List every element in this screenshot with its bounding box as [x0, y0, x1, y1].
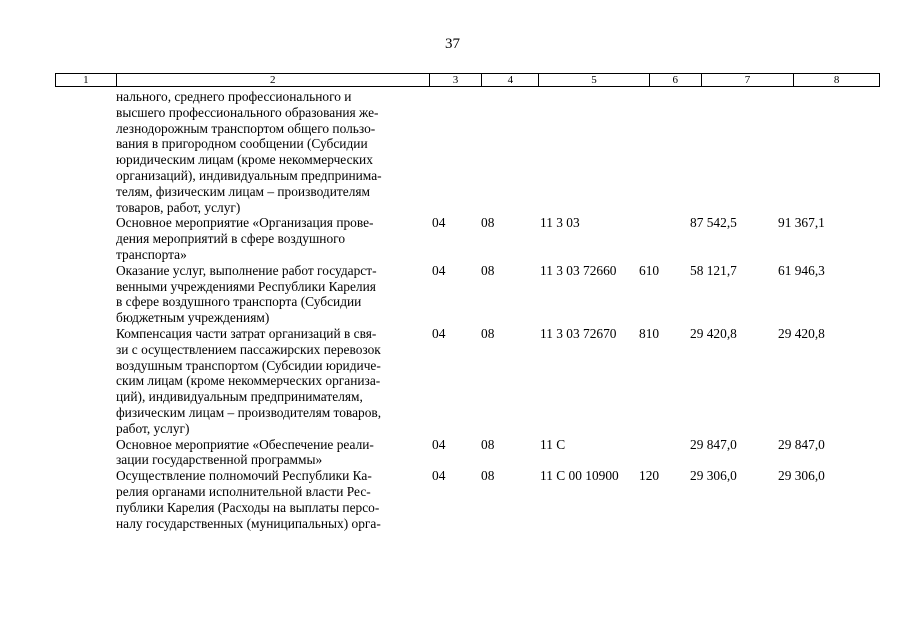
amount-year-2: 61 946,3: [778, 262, 825, 278]
subsection-code: 08: [481, 436, 495, 452]
subsection-code: 08: [481, 325, 495, 341]
column-header: 8: [833, 74, 840, 86]
table-row: [55, 215, 880, 262]
target-article-code: 11 С 00 10900: [540, 468, 619, 484]
amount-year-2: 91 367,1: [778, 215, 825, 231]
empty-cell: [55, 326, 116, 437]
amount-year-1: 29 306,0: [690, 468, 737, 484]
empty-cell: [55, 89, 116, 215]
table-row: [55, 468, 880, 531]
amount-year-2: 29 306,0: [778, 468, 825, 484]
section-code: 04: [432, 262, 446, 278]
amount-year-2: 29 420,8: [778, 325, 825, 341]
amount-year-1: [690, 89, 778, 215]
description-line: Осуществление полномочий Республики Ка-: [116, 468, 372, 484]
section-code: 04: [432, 468, 446, 484]
column-header: 2: [117, 74, 430, 86]
expense-type-code: 610: [639, 262, 660, 278]
amount-year-1: 87 542,5: [690, 215, 737, 231]
item-description: [116, 326, 432, 437]
description-line: нального, среднего профессионального и: [116, 89, 352, 104]
table-header-row: [55, 73, 880, 87]
subsection-code: 08: [481, 215, 495, 231]
description-line: публики Карелия (Расходы на выплаты персо-: [116, 499, 380, 515]
target-article-code: 11 3 03: [540, 215, 580, 231]
description-line: зи с осуществлением пассажирских перевозок: [116, 341, 381, 357]
description-line: работ, услуг): [116, 420, 190, 436]
column-header: 4: [482, 74, 539, 86]
description-line: дения мероприятий в сфере воздушного: [116, 231, 346, 247]
description-line: релия органами исполнительной власти Рес-: [116, 483, 371, 499]
column-header: 3: [430, 74, 483, 86]
description-line: юридическим лицам (кроме некоммерческих: [116, 152, 373, 168]
expense-type-code: 810: [639, 325, 660, 341]
table-row: [55, 326, 880, 437]
target-article-code: 11 3 03 72670: [540, 325, 617, 341]
empty-cell: [55, 263, 116, 326]
description-line: в сфере воздушного транспорта (Субсидии: [116, 294, 362, 310]
description-line: организаций), индивидуальным предпринима-: [116, 167, 382, 183]
description-line: Компенсация части затрат организаций в свя-: [116, 325, 377, 341]
description-line: венными учреждениями Республики Карелия: [116, 278, 376, 294]
description-line: вания в пригородном сообщении (Субсидии: [116, 136, 368, 152]
table-row: [55, 89, 880, 215]
amount-year-2: [778, 89, 880, 215]
expense-type-code: 120: [639, 468, 660, 484]
target-article-code: 11 3 03 72660: [540, 262, 617, 278]
empty-cell: [55, 468, 116, 531]
description-line: товаров, работ, услуг): [116, 199, 241, 215]
target-article-code: [540, 89, 639, 215]
description-line: телям, физическим лицам – производителям: [116, 183, 371, 199]
description-line: транспорта»: [116, 246, 187, 262]
table-row: [55, 437, 880, 469]
description-line: бюджетным учреждениям): [116, 310, 270, 326]
item-description: [116, 215, 432, 262]
description-line: физическим лицам – производителям товаров,: [116, 404, 382, 420]
expense-type-code: [639, 437, 690, 469]
description-line: высшего профессионального образования же-: [116, 104, 379, 120]
column-header: 6: [650, 74, 702, 86]
table-row: [55, 263, 880, 326]
item-description: [116, 263, 432, 326]
subsection-code: 08: [481, 468, 495, 484]
subsection-code: [481, 89, 540, 215]
item-description: [116, 437, 432, 469]
section-code: 04: [432, 436, 446, 452]
description-line: зации государственной программы»: [116, 452, 323, 468]
amount-year-2: 29 847,0: [778, 436, 825, 452]
amount-year-1: 29 847,0: [690, 436, 737, 452]
section-code: [432, 89, 481, 215]
empty-cell: [55, 215, 116, 262]
expense-type-code: [639, 89, 690, 215]
description-line: Основное мероприятие «Организация прове-: [116, 215, 374, 231]
amount-year-1: 58 121,7: [690, 262, 737, 278]
description-line: налу государственных (муниципальных) орга-: [116, 515, 381, 531]
section-code: 04: [432, 325, 446, 341]
column-header: 1: [56, 74, 117, 86]
item-description: [116, 89, 432, 215]
target-article-code: 11 С: [540, 436, 566, 452]
description-line: Оказание услуг, выполнение работ государст-: [116, 262, 377, 278]
subsection-code: 08: [481, 262, 495, 278]
description-line: ций), индивидуальным предпринимателям,: [116, 389, 363, 405]
amount-year-1: 29 420,8: [690, 325, 737, 341]
expense-type-code: [639, 215, 690, 262]
column-header: 5: [539, 74, 650, 86]
description-line: лезнодорожным транспортом общего пользо-: [116, 120, 376, 136]
description-line: ским лицам (кроме некоммерческих организа-: [116, 373, 381, 389]
page-number: 37: [445, 36, 460, 52]
description-line: Основное мероприятие «Обеспечение реали-: [116, 436, 374, 452]
column-header: 7: [702, 74, 795, 86]
description-line: воздушным транспортом (Субсидии юридиче-: [116, 357, 381, 373]
empty-cell: [55, 437, 116, 469]
item-description: [116, 468, 432, 531]
section-code: 04: [432, 215, 446, 231]
table-body: [55, 89, 880, 531]
